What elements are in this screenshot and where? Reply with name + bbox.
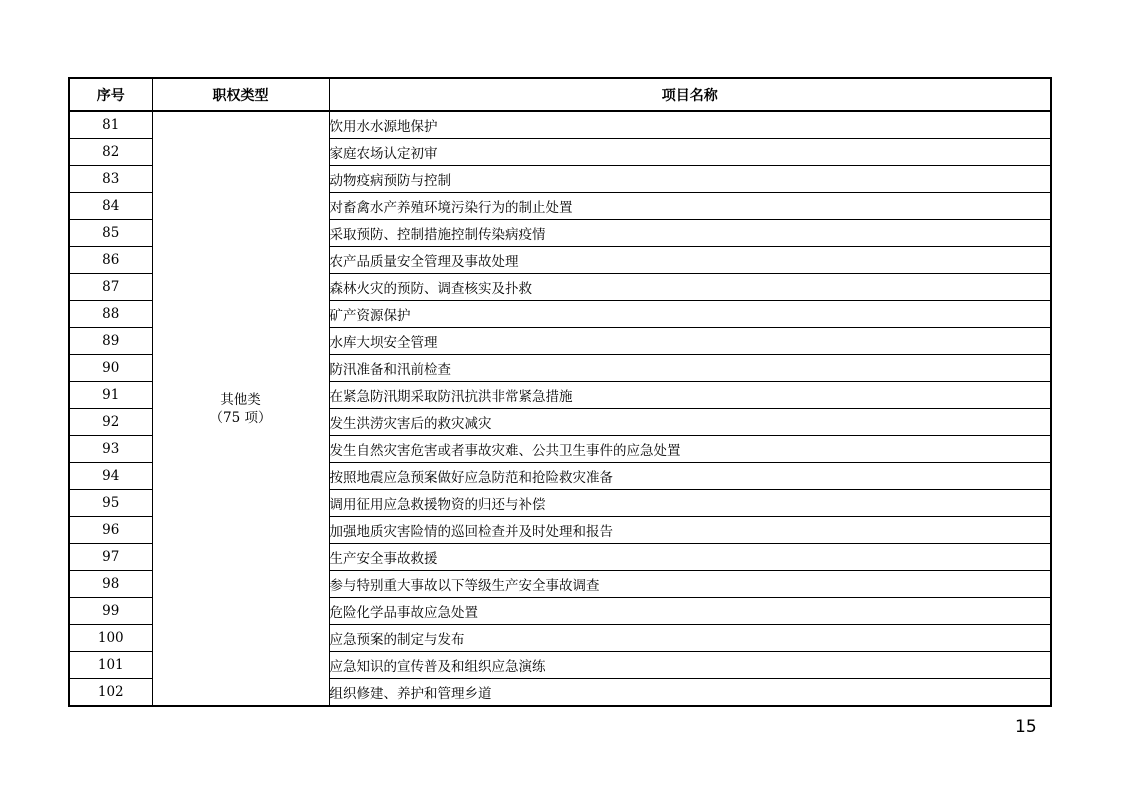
row-project-name: 水库大坝安全管理 [329,328,1051,355]
project-table [68,77,1052,707]
row-seq: 99 [69,598,152,625]
table-row [69,111,1051,139]
row-seq: 95 [69,490,152,517]
row-seq: 87 [69,274,152,301]
row-seq: 97 [69,544,152,571]
row-project-name: 发生自然灾害危害或者事故灾难、公共卫生事件的应急处置 [329,436,1051,463]
row-project-name: 按照地震应急预案做好应急防范和抢险救灾准备 [329,463,1051,490]
category-count: （75 项） [209,409,272,426]
row-seq: 82 [69,139,152,166]
row-seq: 100 [69,625,152,652]
row-project-name: 应急预案的制定与发布 [329,625,1051,652]
row-seq: 96 [69,517,152,544]
row-seq: 102 [69,679,152,707]
row-seq: 101 [69,652,152,679]
row-project-name: 农产品质量安全管理及事故处理 [329,247,1051,274]
row-project-name: 家庭农场认定初审 [329,139,1051,166]
category-cell [152,111,329,706]
row-project-name: 发生洪涝灾害后的救灾减灾 [329,409,1051,436]
table-body [69,111,1051,706]
row-seq: 90 [69,355,152,382]
row-seq: 94 [69,463,152,490]
row-seq: 83 [69,166,152,193]
row-project-name: 采取预防、控制措施控制传染病疫情 [329,220,1051,247]
row-seq: 86 [69,247,152,274]
row-project-name: 动物疫病预防与控制 [329,166,1051,193]
row-seq: 84 [69,193,152,220]
row-seq: 98 [69,571,152,598]
row-project-name: 在紧急防汛期采取防汛抗洪非常紧急措施 [329,382,1051,409]
row-seq: 88 [69,301,152,328]
row-project-name: 调用征用应急救援物资的归还与补偿 [329,490,1051,517]
row-project-name: 生产安全事故救援 [329,544,1051,571]
row-project-name: 参与特别重大事故以下等级生产安全事故调查 [329,571,1051,598]
row-project-name: 饮用水水源地保护 [329,111,1051,139]
row-seq: 91 [69,382,152,409]
row-project-name: 对畜禽水产养殖环境污染行为的制止处置 [329,193,1051,220]
row-seq: 93 [69,436,152,463]
header-name: 项目名称 [329,78,1051,111]
page-number: 15 [1015,717,1037,737]
row-seq: 92 [69,409,152,436]
row-project-name: 危险化学品事故应急处置 [329,598,1051,625]
row-seq: 81 [69,111,152,139]
header-type: 职权类型 [152,78,329,111]
row-project-name: 森林火灾的预防、调查核实及扑救 [329,274,1051,301]
table-header-row [69,78,1051,111]
row-project-name: 矿产资源保护 [329,301,1051,328]
header-seq: 序号 [69,78,152,111]
row-project-name: 防汛准备和汛前检查 [329,355,1051,382]
row-seq: 89 [69,328,152,355]
row-project-name: 应急知识的宣传普及和组织应急演练 [329,652,1051,679]
row-project-name: 组织修建、养护和管理乡道 [329,679,1051,707]
category-label: 其他类 [220,391,261,408]
row-project-name: 加强地质灾害险情的巡回检查并及时处理和报告 [329,517,1051,544]
row-seq: 85 [69,220,152,247]
